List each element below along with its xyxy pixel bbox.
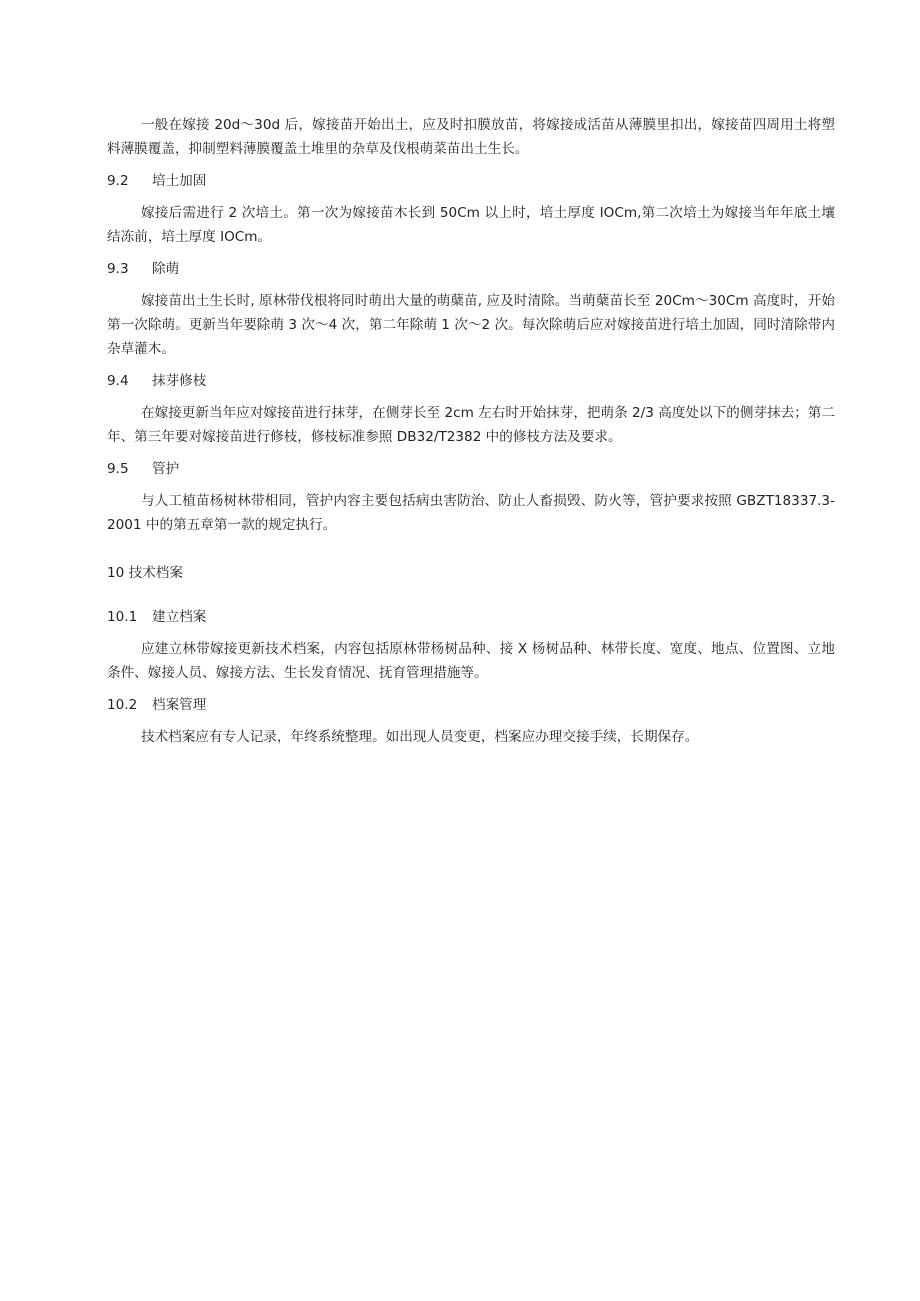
heading-number: 9.2: [107, 173, 129, 189]
paragraph-sprout-removal: 嫁接苗出土生长时, 原林带伐根将同时萌出大量的萌蘖苗, 应及时清除。当萌蘖苗长至 20Cm～30Cm 高度时，开始第一次除萌。更新当年要除萌 3 次～4 次，第二年除萌 1 次～2 次。每次除萌后应对嫁接苗进行培土加固，同时清除带内杂草灌木。: [107, 293, 835, 357]
heading-number: 10.1: [107, 609, 138, 625]
paragraph-establish-archives: 应建立林带嫁接更新技术档案，内容包括原林带杨树品种、接 X 杨树品种、林带长度、宽度、地点、位置图、立地条件、嫁接人员、嫁接方法、生长发育情况、抚育管理措施等。: [107, 641, 835, 681]
heading-title: 抹芽修枝: [152, 373, 207, 389]
paragraph-archive-management: 技术档案应有专人记录，年终系统整理。如出现人员变更，档案应办理交接手续，长期保存。: [141, 729, 699, 745]
heading-9-4: [107, 371, 835, 391]
document-body: [107, 113, 835, 749]
paragraph-bud-pruning: 在嫁接更新当年应对嫁接苗进行抹芽，在侧芽长至 2cm 左右时开始抹芽，把萌条 2/3 高度处以下的侧芽抹去；第二年、第三年要对嫁接苗进行修枝，修枝标准参照 DB32/T2382 中的修枝方法及要求。: [107, 405, 835, 445]
heading-9-5: [107, 459, 835, 479]
paragraph-management: 与人工植苗杨树林带相同，管护内容主要包括病虫害防治、防止人畜损毁、防火等，管护要求按照 GBZT18337.3-2001 中的第五章第一款的规定执行。: [107, 493, 835, 533]
heading-title: 培土加固: [152, 173, 207, 189]
heading-10-2: [107, 695, 835, 715]
section-title-technical-archives: 10 技术档案: [107, 565, 183, 581]
heading-title: 档案管理: [152, 697, 207, 713]
heading-9-3: [107, 259, 835, 279]
heading-number: 9.4: [107, 373, 129, 389]
heading-title: 建立档案: [152, 609, 207, 625]
paragraph-graft-emergence: 一般在嫁接 20d～30d 后，嫁接苗开始出土，应及时扣膜放苗，将嫁接成活苗从薄膜里扣出，嫁接苗四周用土将塑料薄膜覆盖，抑制塑料薄膜覆盖土堆里的杂草及伐根萌菜苗出土生长。: [107, 117, 835, 157]
heading-title: 管护: [152, 461, 180, 477]
heading-9-2: [107, 171, 835, 191]
paragraph-soil-banking: 嫁接后需进行 2 次培土。第一次为嫁接苗木长到 50Cm 以上时，培土厚度 IOCm,第二次培土为嫁接当年年底土壤结冻前，培土厚度 IOCm。: [107, 205, 835, 245]
heading-number: 10.2: [107, 697, 138, 713]
heading-title: 除萌: [152, 261, 180, 277]
heading-number: 9.3: [107, 261, 129, 277]
heading-10-1: [107, 607, 835, 627]
heading-number: 9.5: [107, 461, 129, 477]
